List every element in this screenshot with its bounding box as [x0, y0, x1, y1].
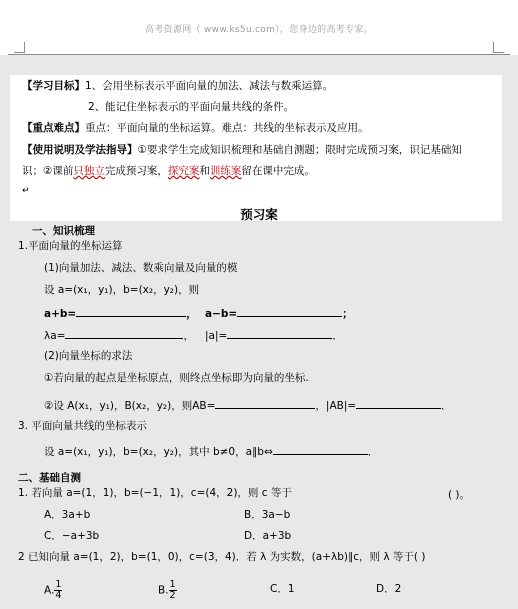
usage-text-1: ①要求学生完成知识梳理和基础自测题；限时完成预习案，识记基础知: [137, 144, 462, 156]
answer-blank[interactable]: [273, 444, 368, 455]
paragraph-mark: ↵: [22, 186, 30, 196]
usage-red-2: 探究案: [167, 165, 200, 177]
usage-line-1: [22, 144, 462, 157]
usage-line-2: [22, 165, 315, 178]
sub-2-2-text: ②设 A(x₁，y₁)，B(x₂，y₂)，则: [44, 400, 193, 412]
fraction-numerator: 1: [55, 579, 62, 590]
q1-option-c[interactable]: C．−a+3b: [44, 530, 100, 542]
knowledge-sub-2-1: ①若向量的起点是坐标原点，则终点坐标即为向量的坐标.: [44, 372, 309, 384]
learning-goals: [22, 80, 333, 93]
selftest-heading: 二、基础自测: [18, 472, 81, 484]
q2-option-a-label: A.: [44, 584, 55, 597]
crop-mark-right: [493, 42, 504, 53]
vec-ab-label: AB=: [192, 400, 216, 412]
q2-option-a[interactable]: [44, 580, 62, 601]
knowledge-sub-1: (1)向量加法、减法、数乘向量及向量的模: [44, 262, 238, 274]
answer-blank[interactable]: [227, 328, 332, 339]
fraction-numerator: 1: [169, 579, 176, 590]
answer-blank[interactable]: [215, 398, 315, 409]
usage-text-2c: 和: [199, 165, 210, 177]
goal-1: 1、会用坐标表示平面向量的加法、减法与数乘运算。: [85, 80, 334, 92]
collinear-condition: 设 a=(x₁，y₁)，b=(x₂，y₂)，其中 b≠0，a∥b⇔ ．: [44, 446, 379, 458]
a-plus-b: a+b= ，: [44, 308, 197, 320]
usage-text-2a: 识；②课前: [22, 165, 74, 177]
q2-option-c[interactable]: C．1: [270, 583, 295, 595]
q1-option-d[interactable]: D．a+3b: [244, 530, 292, 542]
goal-label: 【学习目标】: [22, 80, 85, 92]
fraction: [169, 580, 177, 601]
a-minus-b-label: a−b=: [205, 308, 238, 320]
q2-option-b[interactable]: [158, 580, 177, 601]
fraction-denominator: 4: [55, 590, 62, 601]
answer-paren: ( )。: [448, 489, 471, 501]
usage-text-2d: 留在课中完成。: [241, 165, 315, 177]
crop-mark-left: [14, 42, 25, 53]
knowledge-sub-2: (2)向量坐标的求法: [44, 350, 133, 362]
answer-blank[interactable]: [237, 306, 342, 317]
knowledge-item-3: 3. 平面向量共线的坐标表示: [18, 420, 147, 432]
question-1: 1. 若向量 a=(1，1)，b=(−1，1)，c=(4，2)，则 c 等于: [18, 487, 292, 499]
answer-blank[interactable]: [76, 306, 186, 317]
knowledge-heading: 一、知识梳理: [32, 225, 95, 237]
key-points: [22, 122, 369, 135]
q2-option-d[interactable]: D．2: [376, 583, 402, 595]
knowledge-sub-2-2: ②设 A(x₁，y₁)，B(x₂，y₂)，则AB= ，|AB|= ．: [44, 400, 452, 412]
answer-blank[interactable]: [356, 398, 441, 409]
a-plus-b-label: a+b=: [44, 308, 77, 320]
fraction: [54, 580, 62, 601]
knowledge-item-1: 1.平面向量的坐标运算: [18, 240, 123, 252]
collinear-text: 设 a=(x₁，y₁)，b=(x₂，y₂)，其中 b≠0，a∥b⇔: [44, 446, 273, 458]
abs-ab-label: |AB|=: [325, 400, 357, 412]
q2-option-b-label: B.: [158, 584, 169, 597]
section-title: 预习案: [240, 207, 278, 222]
set-ab: 设 a=(x₁，y₁)，b=(x₂，y₂)，则: [44, 284, 200, 296]
usage-label: 【使用说明及学法指导】: [22, 144, 138, 156]
key-label: 【重点难点】: [22, 122, 85, 134]
page-header: 高考资源网（ www.ks5u.com），您身边的高考专家。: [145, 25, 373, 35]
usage-red-1: 只独立: [73, 165, 105, 177]
usage-text-2b: 完成预习案，: [104, 165, 168, 177]
goal-2: 2、能记住坐标表示的平面向量共线的条件。: [88, 101, 295, 113]
q1-option-a[interactable]: A．3a+b: [44, 509, 91, 521]
question-2: 2 已知向量 a=(1，2)，b=(1，0)，c=(3，4)．若 λ 为实数，(a+λb)∥c，则 λ 等于( ): [18, 551, 426, 563]
q1-option-b[interactable]: B．3a−b: [244, 509, 291, 521]
lambda-a: λa= ，: [44, 330, 194, 342]
abs-a: |a|= ．: [205, 330, 343, 342]
a-minus-b: a−b= ；: [205, 308, 353, 320]
lambda-a-label: λa=: [44, 330, 66, 342]
key-text: 重点：平面向量的坐标运算。难点：共线的坐标表示及应用。: [85, 122, 369, 134]
fraction-denominator: 2: [169, 590, 176, 601]
abs-a-label: |a|=: [205, 330, 228, 342]
usage-red-3: 训练案: [209, 165, 242, 177]
answer-blank[interactable]: [65, 328, 183, 339]
